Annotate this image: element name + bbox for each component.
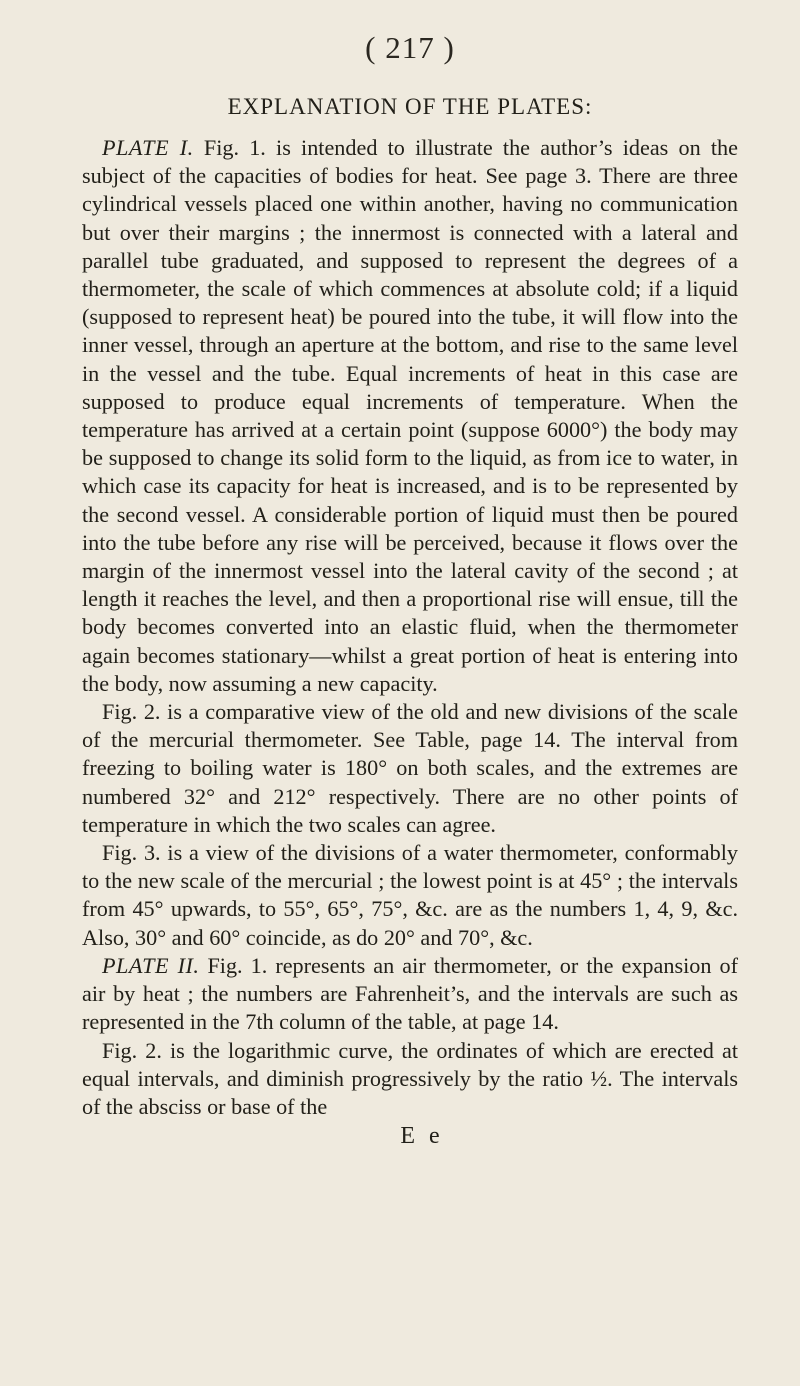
body-text <box>82 134 738 1121</box>
page-title: EXPLANATION OF THE PLATES: <box>227 94 593 119</box>
page-number: ( 217 ) <box>365 30 455 65</box>
signature-mark: E e <box>400 1123 444 1150</box>
paragraph-text: Fig. 3. is a view of the divisions of a water thermometer, conformably to the new scale of the mercurial ; the lowest point is at 45° ; the intervals from 45° upwards, to 55°, 65°, 75°, &c. are as the numbers 1, 4, 9, &c. Also, 30° and 60° coincide, as do 20° and 70°, &c. <box>82 840 738 950</box>
paragraph-plate-2-fig-1 <box>82 952 738 1037</box>
paragraph-plate-2-fig-2 <box>82 1037 738 1122</box>
paragraph-text: Fig. 2. is a comparative view of the old and new divisions of the scale of the mercurial thermometer. See Table, page 14. The interval from freezing to boiling water is 180° on both scales, and the extremes are numbered 32° and 212° respectively. There are no other points of temperature in which the two scales can agree. <box>82 699 738 837</box>
paragraph-text: Fig. 2. is the logarithmic curve, the ordinates of which are erected at equal intervals, and diminish progressively by the ratio ½. The intervals of the absciss or base of the <box>82 1037 738 1119</box>
paragraph-plate-1-fig-1 <box>82 134 738 698</box>
paragraph-plate-1-fig-2 <box>82 698 738 839</box>
plate-heading: PLATE I. <box>102 135 194 160</box>
paragraph-text: Fig. 1. represents an air thermometer, or the expansion of air by heat ; the numbers are Fahrenheit’s, and the intervals are such as represented in the 7th column of the table, at page 14. <box>82 952 738 1035</box>
plate-heading: PLATE II. <box>102 952 200 978</box>
paragraph-plate-1-fig-3 <box>82 839 738 952</box>
paragraph-text: Fig. 1. is intended to illustrate the author’s ideas on the subject of the capacities of bodies for heat. See page 3. There are three cylindrical vessels placed one within another, having no communication but over their margins ; the innermost is connected with a lateral and parallel tube graduated, and supposed to represent the degrees of a thermometer, the scale of which commences at absolute cold; if a liquid (supposed to represent heat) be poured into the tube, it will flow into the inner vessel, through an aperture at the bottom, and rise to the same level in the vessel and the tube. Equal increments of heat in this case are supposed to produce equal increments of temperature. When the temperature has arrived at a certain point (suppose 6000°) the body may be supposed to change its solid form to the liquid, as from ice to water, in which case its capacity for heat is increased, and is to be represented by the second vessel. A considerable portion of liquid must then be poured into the tube before any rise will be perceived, because it flows over the margin of the innermost vessel into the lateral cavity of the second ; at length it reaches the level, and then a proportional rise will ensue, till the body becomes converted into an elastic fluid, when the thermometer again becomes stationary—whilst a great portion of heat is entering into the body, now assuming a new capacity. <box>82 135 739 696</box>
